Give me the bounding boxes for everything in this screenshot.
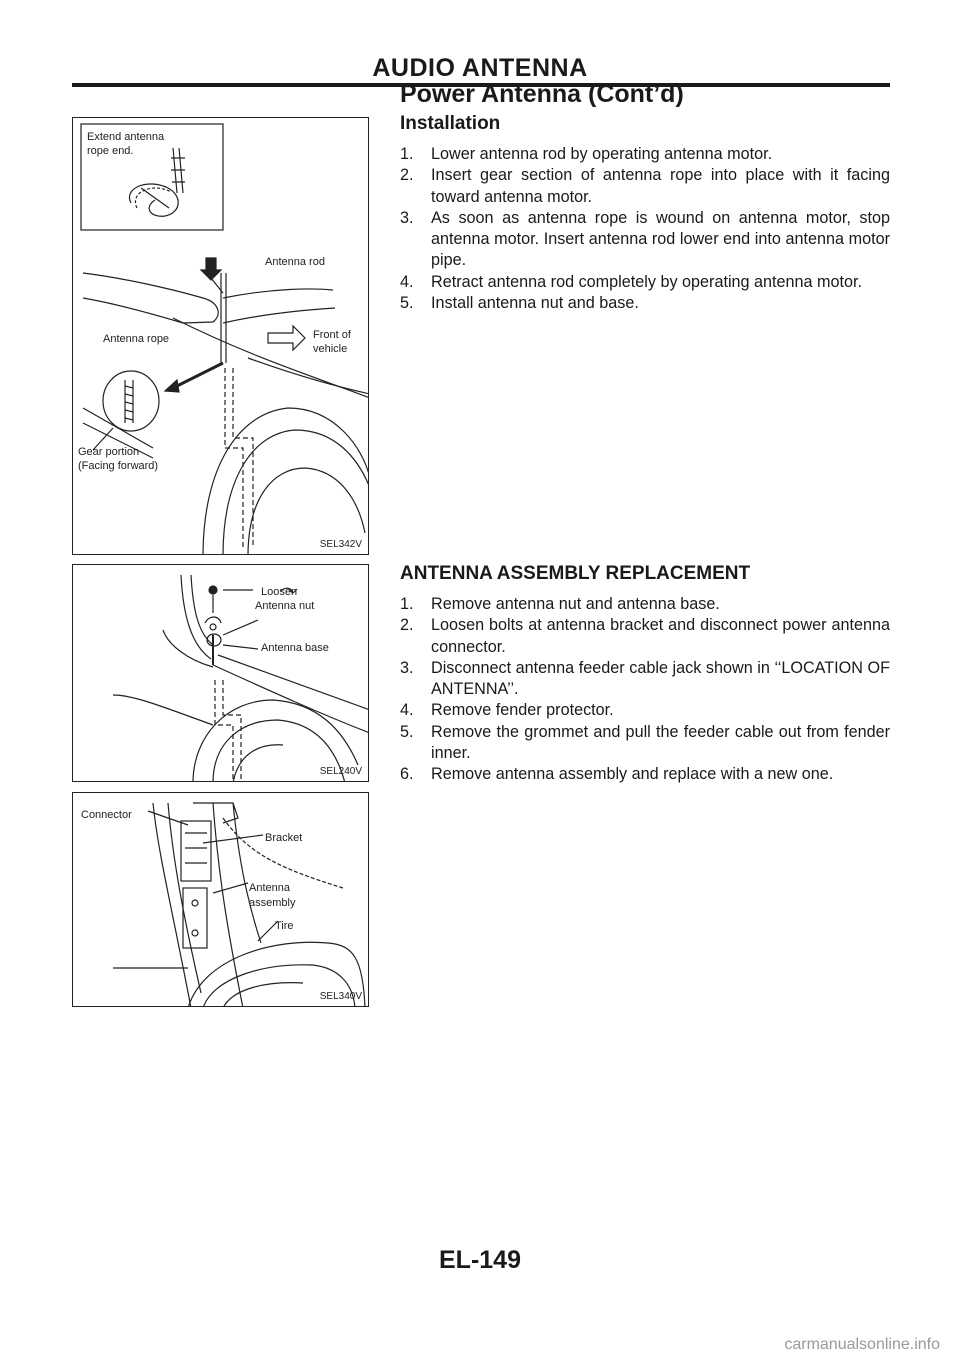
page-number: EL-149 xyxy=(439,1246,521,1274)
label-front-2: vehicle xyxy=(313,343,348,355)
replacement-title: ANTENNA ASSEMBLY REPLACEMENT xyxy=(400,563,751,584)
label-extend-1: Extend antenna xyxy=(87,131,165,143)
step-text: Remove antenna nut and antenna base. xyxy=(431,595,720,613)
step-number: 5. xyxy=(400,722,414,741)
step-text: Disconnect antenna feeder cable jack shown in ‘‘LOCATION OF ANTENNA’’. xyxy=(431,658,890,699)
installation-illustration xyxy=(73,118,369,555)
step-text: Insert gear section of antenna rope into place with it facing toward antenna motor. xyxy=(431,166,890,206)
replacement-section xyxy=(400,563,890,786)
label-antenna-nut: Antenna nut xyxy=(255,600,315,612)
watermark-link[interactable]: carmanualsonline.info xyxy=(784,1336,940,1353)
label-assembly-2: assembly xyxy=(249,897,296,909)
step-number: 1. xyxy=(400,145,414,163)
step-number: 3. xyxy=(400,658,414,677)
step-number: 2. xyxy=(400,616,414,635)
step-number: 4. xyxy=(400,701,414,720)
label-antenna-rod: Antenna rod xyxy=(265,256,325,268)
label-front-1: Front of xyxy=(313,329,351,341)
step-number: 6. xyxy=(400,765,414,784)
step-text: Remove the grommet and pull the feeder cable out from fender inner. xyxy=(431,722,890,763)
installation-step xyxy=(400,208,890,272)
replacement-steps xyxy=(400,594,890,786)
step-text: Remove fender protector. xyxy=(431,701,614,720)
removal-illustration xyxy=(73,565,369,782)
replacement-step xyxy=(400,615,890,658)
label-tire: Tire xyxy=(275,920,294,932)
step-number: 5. xyxy=(400,294,414,313)
step-number: 1. xyxy=(400,595,414,613)
step-text: As soon as antenna rope is wound on antenna motor, stop antenna motor. Insert antenna rod lower end into antenna motor pipe. xyxy=(431,208,890,270)
label-bracket: Bracket xyxy=(265,832,303,844)
installation-step xyxy=(400,165,890,208)
step-number: 4. xyxy=(400,272,414,291)
figure-assembly xyxy=(72,792,369,1007)
installation-section xyxy=(400,113,890,314)
header-title: AUDIO ANTENNA xyxy=(372,54,588,82)
label-gear-2: (Facing forward) xyxy=(78,460,159,472)
label-assembly-1: Antenna xyxy=(249,882,290,894)
replacement-step xyxy=(400,700,890,721)
installation-step xyxy=(400,293,890,314)
assembly-illustration xyxy=(73,793,369,1007)
figure-code: SEL340V xyxy=(319,991,362,1002)
installation-step xyxy=(400,272,890,293)
figure-installation xyxy=(72,117,369,555)
figure-code: SEL342V xyxy=(319,539,362,550)
label-extend-2: rope end. xyxy=(87,145,134,157)
step-text: Loosen bolts at antenna bracket and disconnect power antenna connector. xyxy=(431,616,890,656)
step-number: 3. xyxy=(400,208,414,227)
label-connector: Connector xyxy=(81,809,132,821)
label-antenna-base: Antenna base xyxy=(261,642,329,654)
step-number: 2. xyxy=(400,166,414,185)
figure-code: SEL240V xyxy=(319,766,362,777)
replacement-step xyxy=(400,594,890,615)
replacement-step xyxy=(400,658,890,701)
replacement-step xyxy=(400,764,890,785)
installation-step xyxy=(400,144,890,165)
label-gear-1: Gear portion xyxy=(78,446,140,458)
figure-removal xyxy=(72,564,369,782)
installation-steps xyxy=(400,144,890,314)
step-text: Install antenna nut and base. xyxy=(431,294,639,313)
installation-title: Installation xyxy=(400,113,501,134)
header-subtitle: Power Antenna (Cont’d) xyxy=(400,80,684,108)
step-text: Remove antenna assembly and replace with a new one. xyxy=(431,765,834,784)
replacement-step xyxy=(400,722,890,765)
label-loosen: Loosen xyxy=(261,586,298,598)
step-text: Lower antenna rod by operating antenna motor. xyxy=(431,145,773,163)
step-text: Retract antenna rod completely by operating antenna motor. xyxy=(431,272,863,291)
label-antenna-rope: Antenna rope xyxy=(103,333,170,345)
